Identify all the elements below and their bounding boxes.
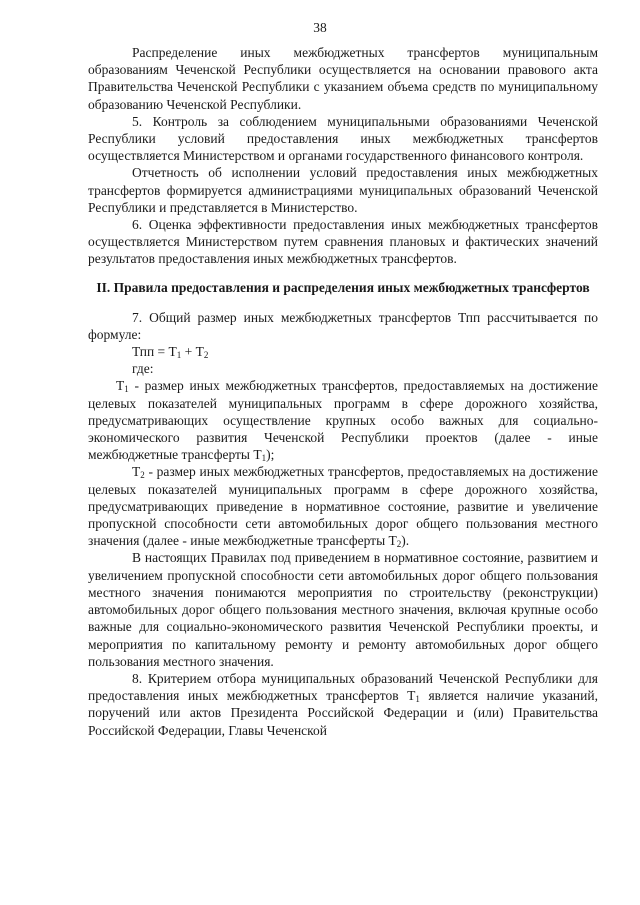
formula: Тпп = $Т_1 + Т_2$: [132, 344, 209, 361]
section-heading: II. Правила предоставления и распределения иных межбюджетных трансфертов: [96, 279, 590, 295]
paragraph-7-total: 7. Общий размер иных межбюджетных трансфертов Тпп рассчитывается по формуле:: [88, 309, 598, 342]
definition-t2: $Т_2$ - размер иных межбюджетных трансфертов, предоставляемых на достижение целевых показателей муниципальных программ в сфере дорожного хозяйства, предусматривающих приведение в нормативное состояние, развитие и увеличение пропускной способности сети автомобильных дорог общего пользования местного значения (далее - иные межбюджетные трансферты $Т_2$).: [88, 464, 598, 550]
document-body: [88, 44, 598, 739]
paragraph-8-criterion: 8. Критерием отбора муниципальных образований Чеченской Республики для предоставления иных межбюджетных трансфертов $Т_1$ является наличие указаний, поручений или актов Президента Российской Федерации и (или) Правительства Российской Федерации, Главы Чеченской: [88, 670, 598, 738]
paragraph-distribution: Распределение иных межбюджетных трансфертов муниципальным образованиям Чеченской Республики осуществляется на основании правового акта Правительства Чеченской Республики с указанием объема средств по муниципальному образованию Чеченской Республики.: [88, 45, 598, 112]
page-number: 38: [313, 20, 327, 35]
paragraph-definition: В настоящих Правилах под приведением в нормативное состояние, развитием и увеличением пропускной способности сети автомобильных дорог общего пользования местного значения понимаются мероприятия по строительству (реконструкции) автомобильных дорог общего пользования местного значения, включая крупные особо важные для социально-экономического развития Чеченской Республики проекты, и мероприятия по капитальному ремонту и ремонту автомобильных дорог общего пользования местного значения.: [88, 550, 598, 669]
where-label: где:: [132, 361, 154, 377]
paragraph-6-evaluation: 6. Оценка эффективности предоставления иных межбюджетных трансфертов осуществляется Министерством путем сравнения плановых и фактических значений результатов предоставления иных межбюджетных трансфертов.: [88, 217, 598, 267]
paragraph-5-control: 5. Контроль за соблюдением муниципальными образованиями Чеченской Республики условий предоставления иных межбюджетных трансфертов осуществляется Министерством и органами государственного финансового контроля.: [88, 113, 598, 164]
definition-t1: $Т_1$ - размер иных межбюджетных трансфертов, предоставляемых на достижение целевых показателей муниципальных программ в сфере дорожного хозяйства, предусматривающих осуществление крупных особо важных для социально-экономического развития Чеченской Республики проектов (далее - иные межбюджетные трансферты $Т_1$);: [88, 378, 598, 464]
paragraph-reporting: Отчетность об исполнении условий предоставления иных межбюджетных трансфертов формируется администрациями муниципальных образований Чеченской Республики и представляется в Министерство.: [88, 165, 598, 215]
